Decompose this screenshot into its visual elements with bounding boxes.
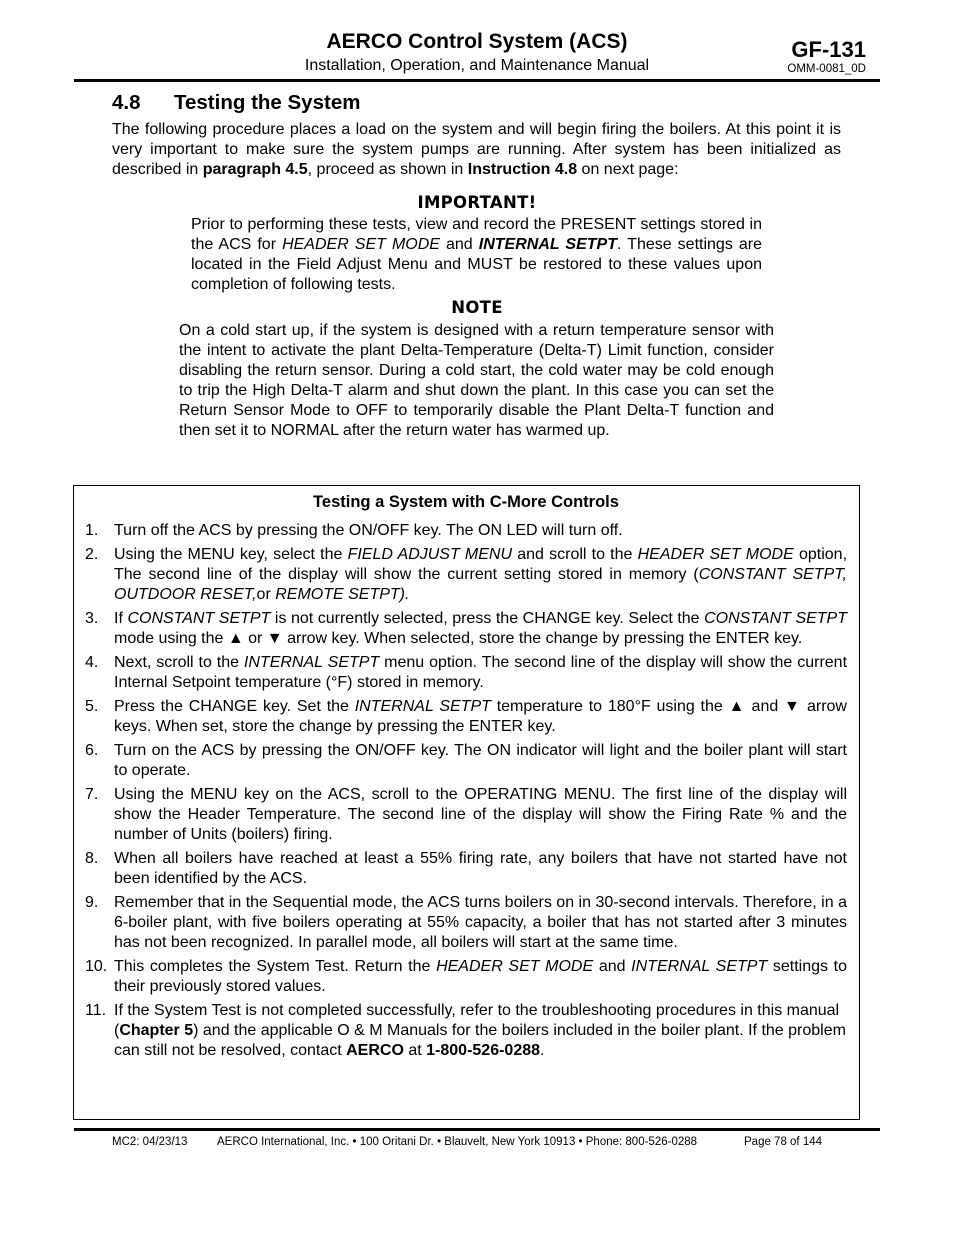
paragraph-reference: paragraph 4.5 [202, 161, 308, 178]
intro-paragraph [112, 120, 841, 180]
document-subtitle: Installation, Operation, and Maintenance Manual [304, 57, 650, 74]
step-text: Turn off the ACS by pressing the ON/OFF key. The ON LED will turn off. [114, 522, 623, 539]
procedure-step [74, 653, 847, 693]
step-number: 3. [85, 610, 99, 627]
step-number: 2. [85, 546, 99, 563]
footer-page-number: Page 78 of 144 [744, 1136, 823, 1148]
step-text: Turn on the ACS by pressing the ON/OFF key. The ON indicator will light and the boiler plant will start to operate. [114, 742, 847, 779]
chapter-reference: Chapter 5 [119, 1022, 194, 1039]
footer-revision: MC2: 04/23/13 [112, 1136, 188, 1148]
procedure-step [74, 849, 847, 889]
important-term: INTERNAL SETPT [478, 236, 617, 253]
step-text: temperature to 180°F using the ▲ and ▼ arrow keys. When set, store the change by pressing the ENTER key. [114, 698, 847, 735]
phone-number: 1-800-526-0288 [426, 1042, 541, 1059]
important-term: HEADER SET MODE [282, 236, 440, 253]
intro-text: , proceed as shown in [307, 161, 468, 178]
procedure-step [74, 521, 847, 541]
step-text: When all boilers have reached at least a 55% firing rate, any boilers that have not started have not been identified by the ACS. [114, 850, 847, 887]
step-text: Using the MENU key, select the [114, 546, 348, 563]
section-heading [112, 91, 360, 115]
step-text: option, The second line of the display will show the current setting stored in memory ( [114, 546, 848, 583]
document-number: OMM-0081_0D [787, 63, 866, 75]
step-number: 8. [85, 850, 99, 867]
step-term: CONSTANT SETPT, OUTDOOR RESET, [114, 566, 847, 603]
intro-text: on next page: [577, 161, 679, 178]
step-number: 11. [85, 1002, 107, 1019]
header-divider [74, 79, 880, 82]
procedure-step [74, 1001, 847, 1061]
step-term: INTERNAL SETPT [354, 698, 491, 715]
instruction-reference: Instruction 4.8 [467, 161, 578, 178]
footer-divider [74, 1128, 880, 1131]
step-number: 1. [85, 522, 99, 539]
procedure-steps [74, 521, 859, 1065]
procedure-step [74, 893, 847, 953]
document-code: GF-131 [791, 37, 866, 62]
step-term: HEADER SET MODE [637, 546, 794, 563]
step-text: at [403, 1042, 427, 1059]
document-title: AERCO Control System (ACS) [326, 30, 628, 53]
note-heading: NOTE [451, 298, 503, 317]
important-text-part: Prior to performing these tests, view and record the PRESENT settings stored in the ACS for [191, 216, 762, 253]
footer-company-info: AERCO International, Inc. • 100 Oritani Dr. • Blauvelt, New York 10913 • Phone: 800-526-0288 [217, 1136, 698, 1148]
procedure-step [74, 609, 847, 649]
important-text-part: and [439, 236, 479, 253]
step-term: REMOTE SETPT). [275, 586, 410, 603]
step-text: This completes the System Test. Return the [114, 958, 437, 975]
step-text: Remember that in the Sequential mode, the ACS turns boilers on in 30-second intervals. Therefore, in a 6-boiler plant, with five boilers operating at 55% capacity, a boiler that has not started after 3 minutes has not been recognized. In parallel mode, all boilers will start at the same time. [114, 894, 847, 951]
step-text: or [256, 586, 276, 603]
step-text: Using the MENU key on the ACS, scroll to the OPERATING MENU. The first line of the display will show the Header Temperature. The second line of the display will show the Firing Rate % and the number of Units (boilers) firing. [114, 786, 847, 843]
step-text: and scroll to the [512, 546, 638, 563]
important-text [191, 215, 762, 295]
step-number: 9. [85, 894, 99, 911]
step-text: settings to their previously stored values. [114, 958, 848, 995]
step-term: HEADER SET MODE [436, 958, 594, 975]
step-number: 4. [85, 654, 99, 671]
step-term: INTERNAL SETPT [243, 654, 380, 671]
section-title: Testing the System [174, 91, 361, 114]
section-number: 4.8 [112, 91, 141, 114]
step-text: . [540, 1042, 545, 1059]
step-text: If the System Test is not completed successfully, refer to the troubleshooting procedures in this manual ( [114, 1002, 840, 1039]
step-number: 7. [85, 786, 99, 803]
step-term: CONSTANT SETPT [127, 610, 271, 627]
step-text: Next, scroll to the [114, 654, 244, 671]
step-text: Press the CHANGE key. Set the [114, 698, 355, 715]
intro-text: The following procedure places a load on the system and will begin firing the boilers. At this point it is very important to make sure the system pumps are running. After system has been initialized as described in [112, 121, 841, 178]
procedure-step [74, 697, 847, 737]
procedure-step [74, 545, 847, 605]
procedure-step [74, 957, 847, 997]
step-text: and [593, 958, 632, 975]
procedure-step [74, 785, 847, 845]
step-text: ) and the applicable O & M Manuals for the boilers included in the boiler plant. If the problem can still not be resolved, contact [114, 1022, 846, 1059]
step-term: INTERNAL SETPT [631, 958, 768, 975]
step-term: CONSTANT SETPT [704, 610, 848, 627]
procedure-title: Testing a System with C-More Controls [313, 493, 619, 511]
step-text: If [114, 610, 128, 627]
important-text-part: . These settings are located in the Field Adjust Menu and MUST be restored to these values upon completion of following tests. [191, 236, 762, 293]
procedure-box [73, 485, 860, 1120]
step-number: 6. [85, 742, 99, 759]
step-text: is not currently selected, press the CHANGE key. Select the [270, 610, 705, 627]
step-text: mode using the ▲ or ▼ arrow key. When selected, store the change by pressing the ENTER key. [114, 630, 803, 647]
procedure-step [74, 741, 847, 781]
important-heading: IMPORTANT! [417, 193, 537, 212]
note-text: On a cold start up, if the system is designed with a return temperature sensor with the intent to activate the plant Delta-Temperature (Delta-T) Limit function, consider disabling the return sensor. During a cold start, the cold water may be cold enough to trip the High Delta-T alarm and shut down the plant. In this case you can set the Return Sensor Mode to OFF to temporarily disable the Plant Delta-T function and then set it to NORMAL after the return water has warmed up. [179, 322, 774, 439]
step-number: 5. [85, 698, 99, 715]
step-term: FIELD ADJUST MENU [347, 546, 513, 563]
step-number: 10. [85, 958, 108, 975]
company-name: AERCO [346, 1042, 404, 1059]
step-text: menu option. The second line of the display will show the current Internal Setpoint temperature (°F) stored in memory. [114, 654, 848, 691]
